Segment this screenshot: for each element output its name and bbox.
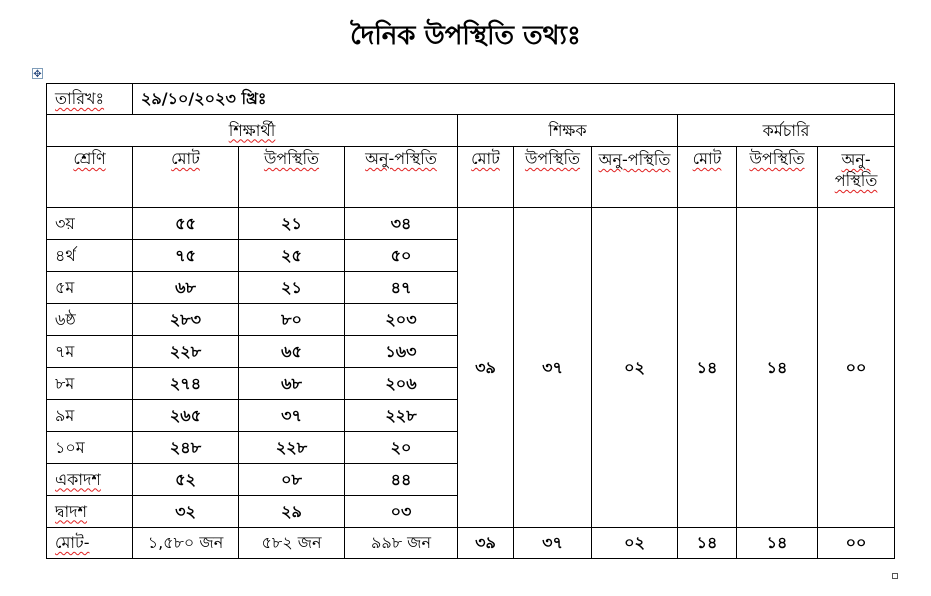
col-header-staff-present[interactable] [737,147,818,208]
col-header-teacher-total-label: মোট [471,149,500,168]
col-header-staff-total-label: মোট [692,149,722,168]
class-label: একাদশ [55,469,101,489]
col-header-absent[interactable] [345,147,458,208]
class-cell[interactable]: ৩য় [47,208,133,240]
totals-label-cell[interactable] [47,528,133,559]
absent-cell[interactable]: ১৬৩ [345,336,458,368]
total-cell[interactable]: ৭৫ [133,240,239,272]
class-cell[interactable]: ৫ম [47,272,133,304]
totals-label: মোট- [55,533,90,552]
total-cell[interactable]: ৬৮ [133,272,239,304]
staff-total-cell[interactable]: ১৪ [678,208,737,528]
present-cell[interactable]: ২১ [239,208,345,240]
present-cell[interactable]: ৮০ [239,304,345,336]
total-cell[interactable]: ২৭৪ [133,368,239,400]
col-header-teacher-absent-label: অনু-পস্থিতি [598,150,671,169]
col-header-staff-absent-label: অনু-পস্থিতি [834,150,878,190]
totals-teachers-total[interactable]: ৩৯ [458,528,514,559]
date-row [47,84,895,115]
totals-students-present[interactable]: ৫৮২ জন [239,528,345,559]
present-cell[interactable]: ৬৮ [239,368,345,400]
class-cell[interactable]: ৪র্থ [47,240,133,272]
teachers-total-cell[interactable]: ৩৯ [458,208,514,528]
totals-students-absent[interactable]: ৯৯৮ জন [345,528,458,559]
date-label: তারিখঃ [55,89,105,108]
totals-staff-total[interactable]: ১৪ [678,528,737,559]
col-header-staff-total[interactable] [678,147,737,208]
present-cell[interactable]: ২৫ [239,240,345,272]
totals-staff-present[interactable]: ১৪ [737,528,818,559]
attendance-table [46,83,895,559]
class-cell[interactable] [47,464,133,496]
total-cell[interactable]: ৫৫ [133,208,239,240]
col-header-teacher-absent[interactable] [592,147,678,208]
students-group-label: শিক্ষার্থী [228,120,276,140]
col-header-present-label: উপস্থিতি [263,149,320,168]
class-cell[interactable]: ৯ম [47,400,133,432]
date-label-cell[interactable] [47,84,133,115]
class-label: দ্বাদশ [55,501,88,521]
totals-teachers-present[interactable]: ৩৭ [514,528,592,559]
total-cell[interactable]: ৩২ [133,496,239,528]
totals-students-total[interactable]: ১,৫৮০ জন [133,528,239,559]
absent-cell[interactable]: ৫০ [345,240,458,272]
col-header-class-label: শ্রেণি [73,149,106,168]
col-header-teacher-present[interactable] [514,147,592,208]
col-header-total[interactable] [133,147,239,208]
col-header-total-label: মোট [171,149,200,168]
present-cell[interactable]: ০৮ [239,464,345,496]
totals-row [47,528,895,559]
absent-cell[interactable]: ২২৮ [345,400,458,432]
absent-cell[interactable]: ২০ [345,432,458,464]
present-cell[interactable]: ২২৮ [239,432,345,464]
page-title: দৈনিক উপস্থিতি তথ্যঃ [350,21,581,51]
totals-teachers-absent[interactable]: ০২ [592,528,678,559]
staff-present-cell[interactable]: ১৪ [737,208,818,528]
class-cell[interactable]: ৭ম [47,336,133,368]
class-cell[interactable]: ৬ষ্ঠ [47,304,133,336]
group-header-row [47,115,895,147]
totals-staff-absent[interactable]: ০০ [818,528,895,559]
table-row [47,208,895,240]
table-resize-handle-icon[interactable] [892,573,898,579]
col-header-absent-label: অনু-পস্থিতি [365,149,437,168]
col-header-teacher-present-label: উপস্থিতি [524,149,581,168]
students-group-header[interactable] [47,115,458,147]
absent-cell[interactable]: ৩৪ [345,208,458,240]
staff-absent-cell[interactable]: ০০ [818,208,895,528]
staff-group-header[interactable]: কর্মচারি [678,115,895,147]
class-cell[interactable] [47,496,133,528]
col-header-class[interactable] [47,147,133,208]
col-header-teacher-total[interactable] [458,147,514,208]
col-header-staff-absent[interactable] [818,147,895,208]
present-cell[interactable]: ৩৭ [239,400,345,432]
absent-cell[interactable]: ২০৬ [345,368,458,400]
absent-cell[interactable]: ৪৪ [345,464,458,496]
total-cell[interactable]: ২৪৮ [133,432,239,464]
present-cell[interactable]: ৬৫ [239,336,345,368]
total-cell[interactable]: ৫২ [133,464,239,496]
teachers-present-cell[interactable]: ৩৭ [514,208,592,528]
absent-cell[interactable]: ২০৩ [345,304,458,336]
present-cell[interactable]: ২১ [239,272,345,304]
total-cell[interactable]: ২২৮ [133,336,239,368]
teachers-group-header[interactable]: শিক্ষক [458,115,678,147]
col-header-staff-present-label: উপস্থিতি [749,149,805,168]
total-cell[interactable]: ২৬৫ [133,400,239,432]
class-cell[interactable]: ১০ম [47,432,133,464]
table-move-handle-icon[interactable]: ✥ [33,69,42,80]
teachers-absent-cell[interactable]: ০২ [592,208,678,528]
absent-cell[interactable]: ০৩ [345,496,458,528]
present-cell[interactable]: ২৯ [239,496,345,528]
total-cell[interactable]: ২৮৩ [133,304,239,336]
class-cell[interactable]: ৮ম [47,368,133,400]
absent-cell[interactable]: ৪৭ [345,272,458,304]
col-header-present[interactable] [239,147,345,208]
date-value-cell[interactable]: ২৯/১০/২০২৩ খ্রিঃ [133,84,895,115]
column-header-row [47,147,895,208]
